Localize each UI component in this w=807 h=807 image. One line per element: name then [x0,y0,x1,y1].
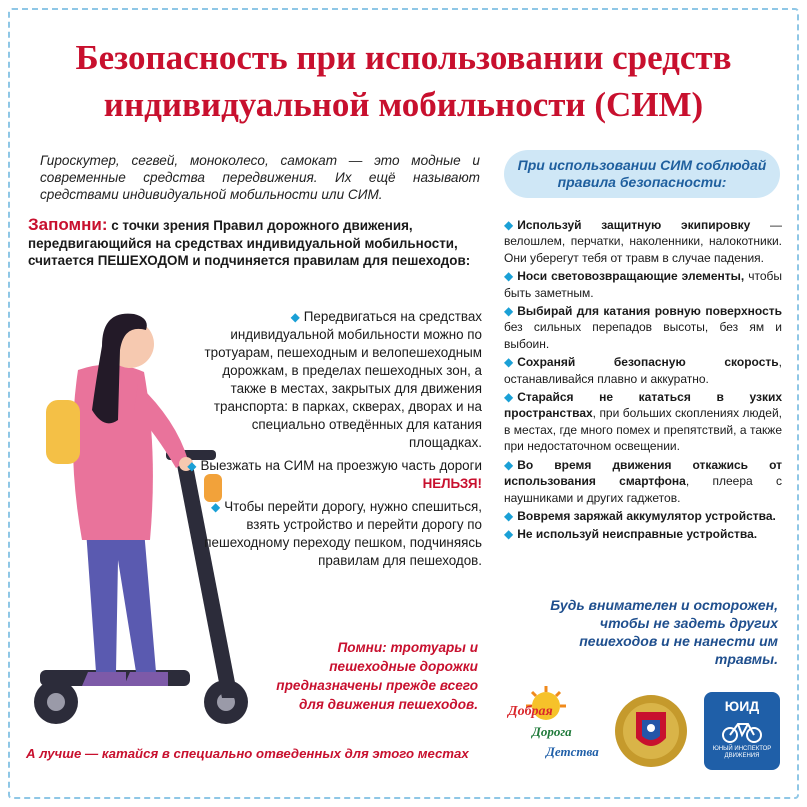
safety-rule-bold: Носи световозвращающие элементы, [517,269,745,284]
yuid-logo [704,692,780,770]
diamond-bullet-icon: ◆ [504,304,514,319]
safety-rule-bold: Сохраняй безопасную скорость [517,355,779,370]
safety-rule [504,508,782,524]
safety-rule-text: чтобы быть заметным. [504,269,783,300]
pedestrian-rule-2 [186,457,482,493]
logo-word-1: Добрая [508,704,553,719]
pedestrian-rule-3-text: Чтобы перейти дорогу, нужно спешиться, взять устройство и перейти дорогу по пешеходному переходу пешком, подчиняясь правилам для пешеходов. [204,499,482,568]
diamond-bullet-icon: ◆ [504,527,514,542]
safety-rule [504,526,782,542]
yuid-title: ЮИД [724,698,760,714]
diamond-bullet-icon: ◆ [504,269,514,284]
diamond-bullet-icon: ◆ [504,508,514,523]
safety-rule [504,303,782,352]
dobraya-doroga-detstva-logo [506,684,602,766]
yuid-subtitle: ЮНЫЙ ИНСПЕКТОР ДВИЖЕНИЯ [712,746,772,759]
pedestrian-rules-list [186,308,482,575]
safety-rule-text: , при больших скоплениях людей, в местах, где много помех и препятствий, а также при недостаточном освещении. [504,406,782,454]
diamond-bullet-icon: ◆ [504,390,514,405]
title-line-1: Безопасность при использовании средств [75,38,732,77]
pedestrian-rule-1 [186,308,482,452]
logo-word-3: Детства [546,744,599,759]
forbidden-word: НЕЛЬЗЯ! [422,476,482,491]
better-ride-text: А лучше — катайся в специально отведенных для этого местах [26,746,469,761]
safety-rule [504,217,782,266]
safety-rule [504,389,782,455]
pedestrian-rule-2-text: Выезжать на СИМ на проезжую часть дороги [200,458,482,473]
rules-header: При использовании СИМ соблюдай правила безопасности: [504,150,780,198]
logo-word-2: Дорога [532,724,572,739]
remember-block [28,216,484,270]
traffic-police-emblem [612,692,690,770]
safety-rule-bold: Используй защитную экипировку [517,218,751,232]
safety-rule [504,354,782,387]
diamond-bullet-icon: ◆ [504,457,514,472]
safety-rule-text: , плеера с наушниками и других гаджетов. [504,474,782,505]
be-careful-text: Будь внимателен и осторожен, чтобы не задеть других пешеходов и не нанести им травмы. [550,597,778,667]
pedestrian-rule-1-text: Передвигаться на средствах индивидуальной мобильности можно по тротуарам, пешеходным и велопешеходным дорожкам, в пределах пешеходных зон, а также в местах, закрытых для движения транспорта: в парках, скверах, дворах и на специально отведённых для катания площадках. [204,309,482,450]
diamond-bullet-icon: ◆ [504,355,514,370]
safety-rule [504,457,782,506]
diamond-bullet-icon: ◆ [290,310,300,324]
remember-word: Запомни: [28,215,108,234]
remember-text: с точки зрения Правил дорожного движения, передвигающийся на средствах индивидуальной мобильности, считается ПЕШЕХОДОМ и подчиняется правилам для пешеходов: [28,218,471,268]
intro-text: Гироскутер, сегвей, моноколесо, самокат — это модные и современные средства передвижения. Их ещё называют средствами индивидуальной мобильности или СИМ. [40,153,480,202]
safety-rule-bold: Не используй неисправные устройства. [517,527,758,542]
safety-rule-bold: Выбирай для катания ровную поверхность [517,304,782,319]
safety-rules-list [504,217,782,545]
safety-rule-text: — велошлем, перчатки, наколенники, налокотники. Они уберегут тебя от травм в случае падения. [504,218,782,265]
diamond-bullet-icon: ◆ [504,218,514,232]
bicycle-icon [722,718,762,744]
diamond-bullet-icon: ◆ [211,500,221,514]
page-title [20,34,787,128]
pedestrian-rule-3 [186,498,482,570]
safety-rule [504,268,782,301]
title-line-2: индивидуальной мобильности (СИМ) [103,85,704,124]
safety-rule-bold: Вовремя заряжай аккумулятор устройства. [517,508,776,523]
safety-rule-text: , останавливайся плавно и аккуратно. [504,355,782,386]
reminder-text: Помни: тротуары и пешеходные дорожки предназначены прежде всего для движения пешеходов. [276,640,478,712]
safety-rule-bold: Во время движения откажись от использования смартфона [504,457,782,489]
diamond-bullet-icon: ◆ [187,459,197,473]
safety-rule-text: без сильных перепадов высоты, без ям и выбоин. [504,320,782,351]
safety-rule-bold: Старайся не кататься в узких пространствах [504,390,782,421]
